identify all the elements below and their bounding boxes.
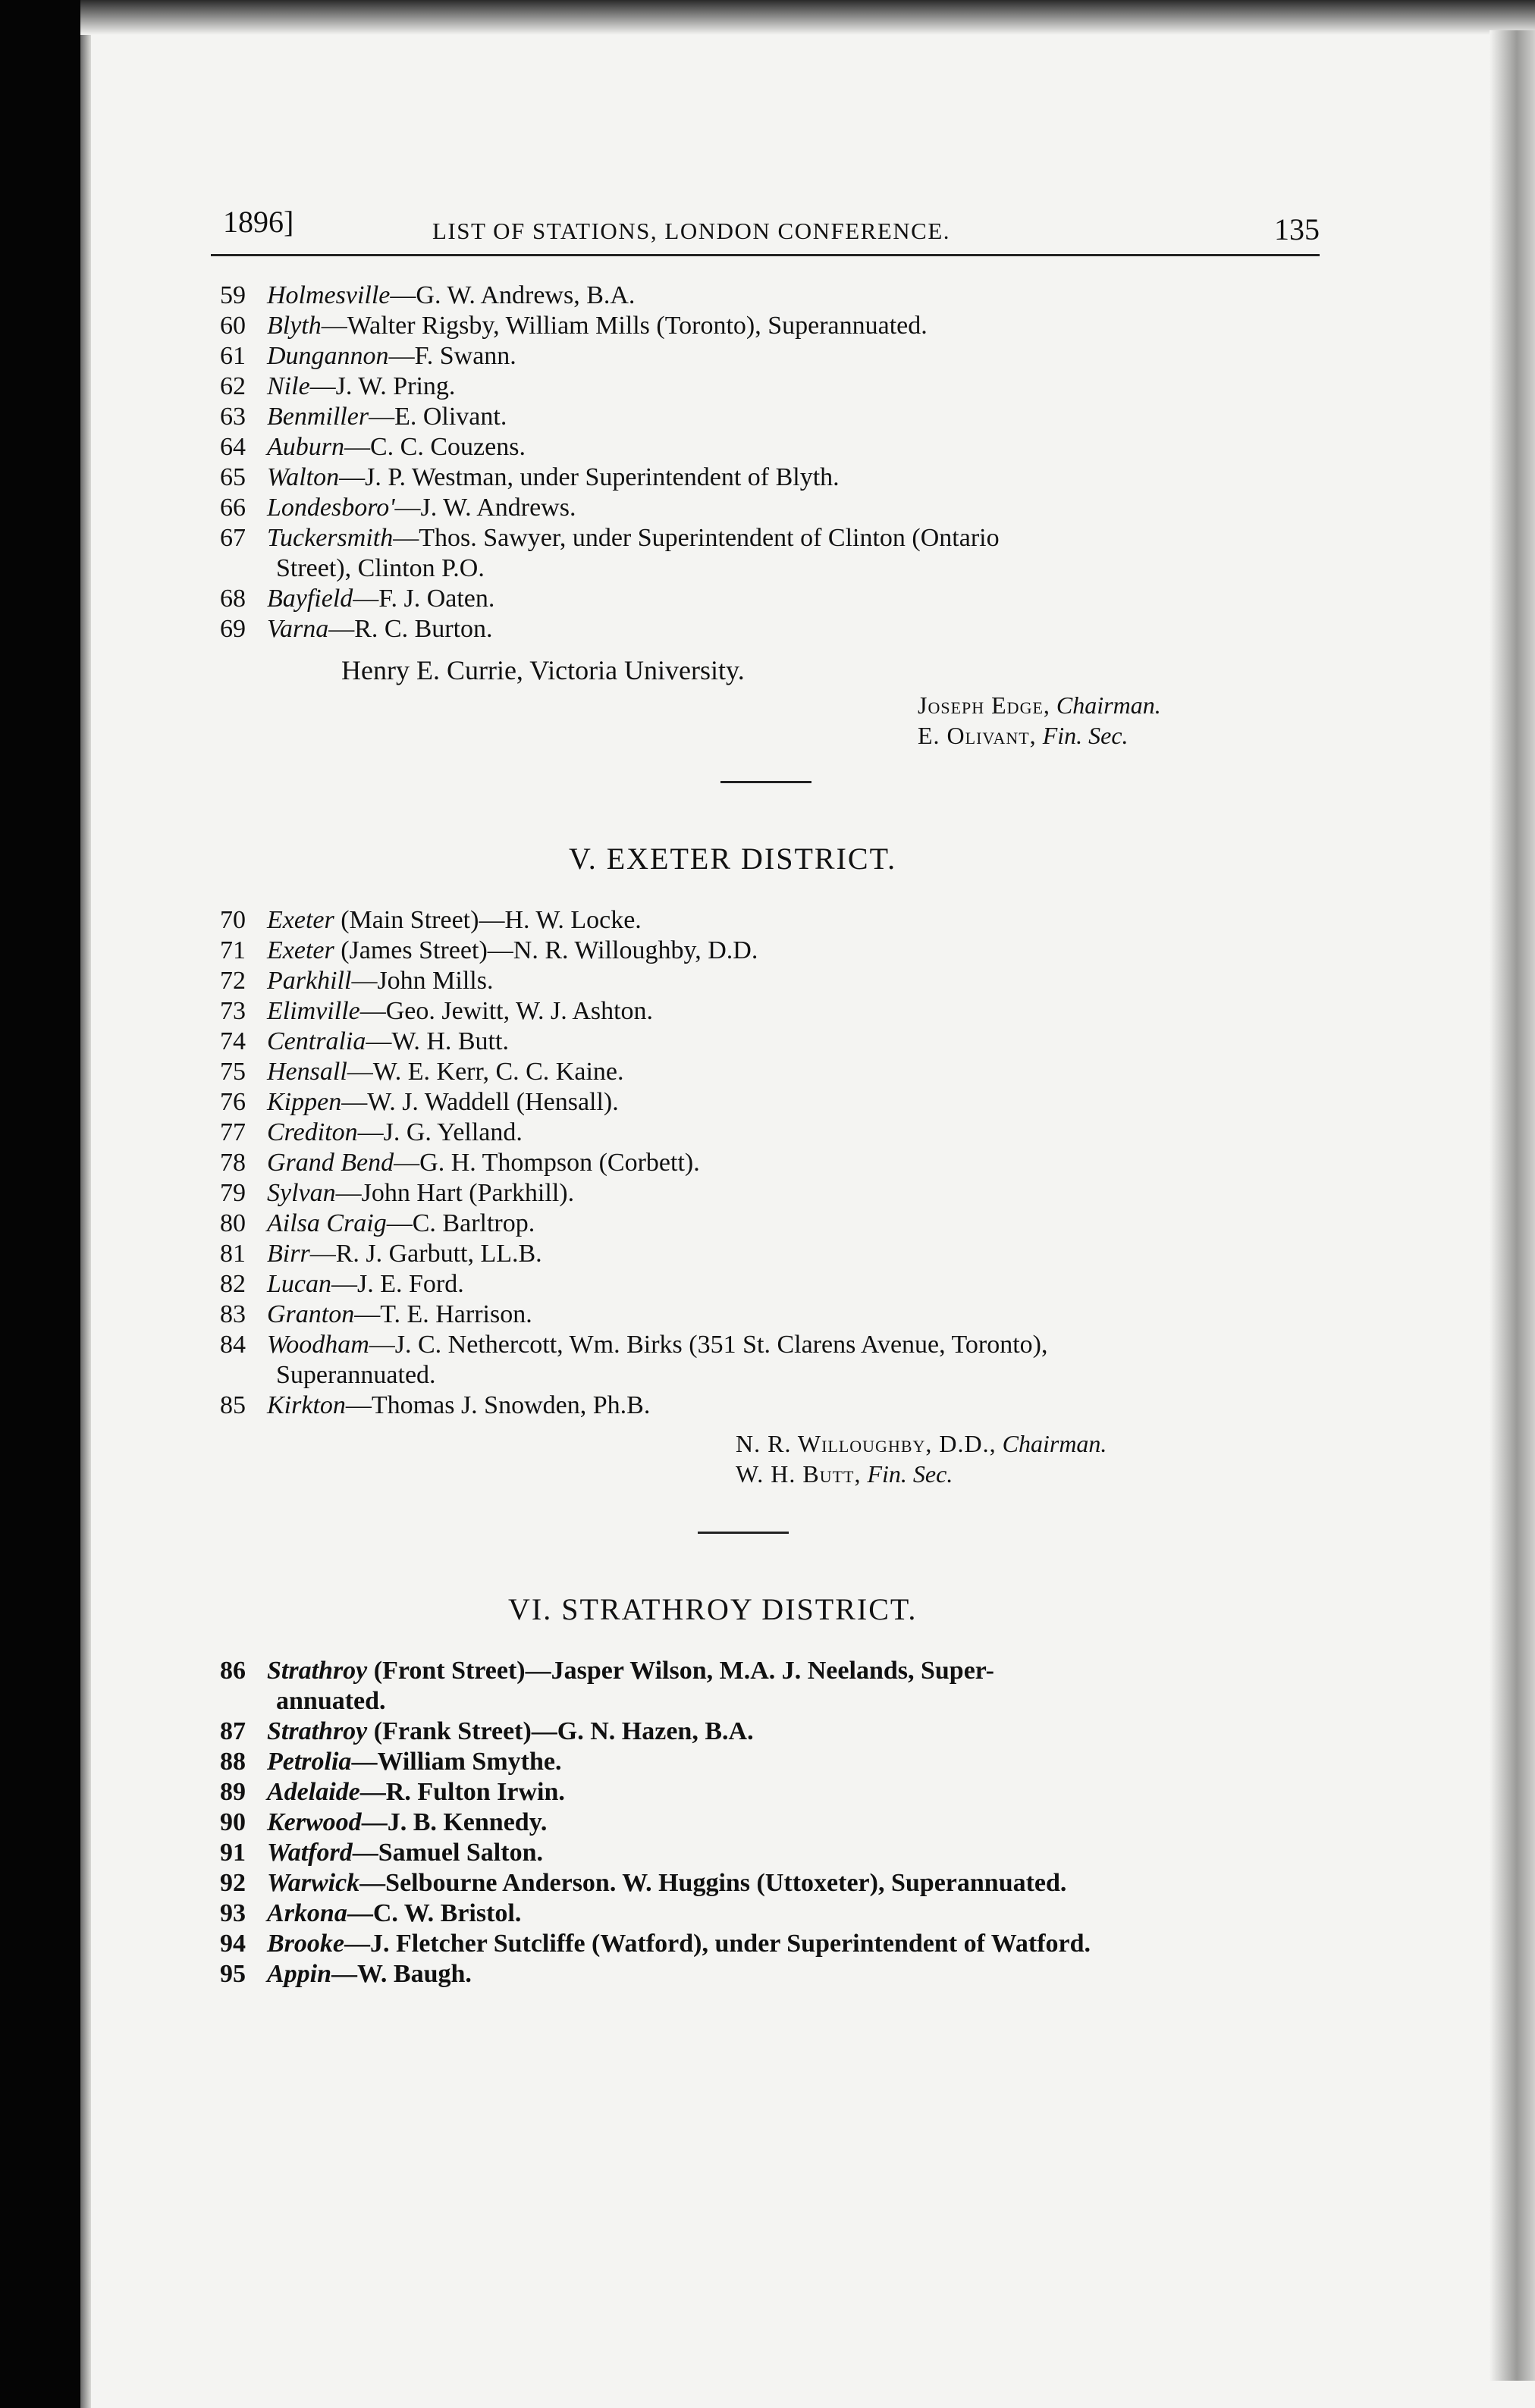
station-entry — [205, 584, 1320, 614]
station-place: Lucan — [267, 1270, 331, 1298]
station-ministers: J. W. Pring. — [335, 372, 456, 400]
entry-separator: — — [361, 1808, 388, 1836]
station-place: Blyth — [267, 312, 322, 340]
entry-separator — [367, 1717, 374, 1745]
entry-separator: — — [352, 1839, 378, 1867]
station-entry — [205, 281, 1320, 311]
station-entry — [205, 1959, 1320, 1989]
station-ministers: J. E. Ford. — [357, 1270, 464, 1298]
station-ministers: G. H. Thompson (Corbett). — [419, 1149, 700, 1177]
station-entry — [205, 1868, 1320, 1898]
entry-number: 83 — [220, 1300, 246, 1328]
entry-number: 65 — [220, 463, 246, 491]
station-entry — [205, 614, 1320, 644]
entry-separator: — — [366, 1027, 392, 1055]
entry-number: 95 — [220, 1960, 246, 1988]
page-top-shadow — [80, 0, 1535, 35]
station-entry — [205, 966, 1320, 996]
entry-number: 71 — [220, 936, 246, 964]
station-ministers: J. B. Kennedy. — [387, 1808, 548, 1836]
chairman-name: N. R. Willoughby, D.D., — [736, 1430, 997, 1457]
section-divider — [720, 781, 811, 783]
station-place: Hensall — [267, 1058, 347, 1086]
entry-separator: — — [347, 1058, 373, 1086]
chairman-role: Chairman. — [1056, 691, 1161, 719]
entry-separator: — — [390, 281, 416, 309]
section-5-entries — [205, 905, 1320, 1421]
entry-separator: — — [309, 1240, 336, 1268]
entry-number: 68 — [220, 585, 246, 613]
station-place: Sylvan — [267, 1179, 336, 1207]
entry-separator: — — [345, 1391, 372, 1419]
entry-separator — [367, 1657, 374, 1685]
header-title: LIST OF STATIONS, LONDON CONFERENCE. — [432, 218, 951, 244]
entry-separator: — — [359, 1869, 386, 1897]
station-place: Adelaide — [267, 1778, 360, 1806]
station-ministers: C. W. Bristol. — [372, 1899, 522, 1927]
station-entry — [205, 1209, 1320, 1239]
entry-separator: — — [354, 1300, 381, 1328]
entry-continuation: Street), Clinton P.O. — [276, 554, 485, 582]
station-entry — [205, 1027, 1320, 1057]
station-place: Parkhill — [267, 967, 352, 995]
entry-number: 88 — [220, 1748, 246, 1776]
entry-separator: — — [331, 1270, 357, 1298]
station-ministers: F. J. Oaten. — [378, 585, 495, 613]
entry-number: 92 — [220, 1869, 246, 1897]
station-entry — [205, 432, 1320, 462]
entry-number: 76 — [220, 1088, 246, 1116]
station-ministers: E. Olivant. — [394, 403, 507, 431]
station-entry — [205, 936, 1320, 966]
entry-number: 77 — [220, 1118, 246, 1146]
entry-number: 94 — [220, 1930, 246, 1958]
secretary-line — [736, 1459, 1320, 1489]
station-ministers: W. H. Butt. — [391, 1027, 509, 1055]
station-entry — [205, 523, 1320, 584]
station-ministers: W. E. Kerr, C. C. Kaine. — [372, 1058, 624, 1086]
station-entry — [205, 1087, 1320, 1118]
station-entry — [205, 1269, 1320, 1300]
station-ministers: C. C. Couzens. — [370, 433, 526, 461]
station-entry — [205, 1717, 1320, 1747]
section-5-signatures — [736, 1428, 1320, 1489]
entry-number: 82 — [220, 1270, 246, 1298]
entry-number: 75 — [220, 1058, 246, 1086]
station-place: Warwick — [267, 1869, 360, 1897]
station-entry — [205, 1300, 1320, 1330]
station-place: Bayfield — [267, 585, 353, 613]
station-ministers: (Frank Street)—G. N. Hazen, B.A. — [373, 1717, 754, 1745]
station-entry — [205, 311, 1320, 341]
section-4-signatures — [918, 690, 1320, 751]
station-place: Kirkton — [267, 1391, 346, 1419]
station-place: Nile — [267, 372, 310, 400]
entry-number: 81 — [220, 1240, 246, 1268]
entry-number: 86 — [220, 1657, 246, 1685]
entry-separator: — — [369, 1331, 395, 1359]
entry-separator: — — [386, 1209, 413, 1237]
entry-number: 85 — [220, 1391, 246, 1419]
station-place: Appin — [267, 1960, 332, 1988]
entry-number: 66 — [220, 494, 246, 522]
secretary-name: E. Olivant, — [918, 722, 1037, 749]
station-place: Granton — [267, 1300, 355, 1328]
station-ministers: Thos. Sawyer, under Superintendent of Clinton (Ontario — [419, 524, 1000, 552]
station-place: Elimville — [267, 997, 360, 1025]
entry-separator: — — [359, 1778, 386, 1806]
station-entry — [205, 1808, 1320, 1838]
entry-separator: — — [351, 967, 378, 995]
header-rule — [211, 254, 1320, 256]
entry-separator: — — [359, 997, 386, 1025]
station-ministers: R. C. Burton. — [354, 615, 493, 643]
entry-separator: — — [339, 463, 366, 491]
station-ministers: John Mills. — [377, 967, 494, 995]
station-entry — [205, 1656, 1320, 1717]
station-ministers: (Main Street)—H. W. Locke. — [341, 906, 642, 934]
station-place: Exeter — [267, 936, 334, 964]
station-entry — [205, 1391, 1320, 1421]
station-ministers: Samuel Salton. — [378, 1839, 543, 1867]
entry-separator: — — [309, 372, 336, 400]
page-number: 135 — [1274, 212, 1320, 246]
station-entry — [205, 1057, 1320, 1087]
entry-number: 78 — [220, 1149, 246, 1177]
station-place: Centralia — [267, 1027, 366, 1055]
entry-separator: — — [344, 1930, 370, 1958]
station-place: Walton — [267, 463, 340, 491]
station-ministers: J. C. Nethercott, Wm. Birks (351 St. Clarens Avenue, Toronto), — [394, 1331, 1048, 1359]
entry-separator: — — [394, 494, 421, 522]
station-place: Londesboro' — [267, 494, 395, 522]
station-ministers: R. J. Garbutt, LL.B. — [335, 1240, 542, 1268]
station-place: Watford — [267, 1839, 353, 1867]
entry-separator: — — [341, 1088, 368, 1116]
entry-number: 84 — [220, 1331, 246, 1359]
entry-continuation: Superannuated. — [276, 1361, 436, 1389]
station-place: Tuckersmith — [267, 524, 394, 552]
station-place: Kippen — [267, 1088, 342, 1116]
station-ministers: (Front Street)—Jasper Wilson, M.A. J. Neelands, Super- — [373, 1657, 994, 1685]
chairman-role: Chairman. — [1002, 1430, 1107, 1457]
station-ministers: G. W. Andrews, B.A. — [416, 281, 636, 309]
entry-separator: — — [393, 524, 419, 552]
station-entry — [205, 1898, 1320, 1929]
entry-separator: — — [321, 312, 347, 340]
station-entry — [205, 462, 1320, 493]
station-entry — [205, 1777, 1320, 1808]
section-divider — [698, 1532, 789, 1534]
section-4-entries — [205, 281, 1320, 644]
entry-number: 61 — [220, 342, 246, 370]
station-place: Benmiller — [267, 403, 369, 431]
book-binding-shadow — [0, 0, 80, 2408]
chairman-name: Joseph Edge, — [918, 691, 1050, 719]
entry-number: 73 — [220, 997, 246, 1025]
entry-continuation: annuated. — [276, 1687, 386, 1715]
station-ministers: (James Street)—N. R. Willoughby, D.D. — [341, 936, 758, 964]
entry-separator: — — [388, 342, 415, 370]
station-entry — [205, 905, 1320, 936]
station-ministers: C. Barltrop. — [412, 1209, 535, 1237]
station-place: Crediton — [267, 1118, 358, 1146]
entry-separator: — — [344, 433, 370, 461]
entry-separator — [334, 906, 341, 934]
entry-number: 90 — [220, 1808, 246, 1836]
station-ministers: T. E. Harrison. — [380, 1300, 532, 1328]
entry-separator — [334, 936, 341, 964]
header-year: 1896] — [223, 205, 294, 239]
station-place: Petrolia — [267, 1748, 352, 1776]
station-place: Holmesville — [267, 281, 391, 309]
station-ministers: William Smythe. — [377, 1748, 562, 1776]
document-page — [205, 201, 1320, 1989]
station-place: Woodham — [267, 1331, 369, 1359]
station-entry — [205, 1239, 1320, 1269]
station-entry — [205, 1838, 1320, 1868]
running-head — [205, 201, 1320, 254]
station-place: Auburn — [267, 433, 344, 461]
entry-separator: — — [353, 585, 379, 613]
station-place: Kerwood — [267, 1808, 362, 1836]
station-ministers: F. Swann. — [414, 342, 516, 370]
station-place: Varna — [267, 615, 329, 643]
station-entry — [205, 1330, 1320, 1391]
entry-number: 89 — [220, 1778, 246, 1806]
district-heading-exeter: V. EXETER DISTRICT. — [569, 842, 897, 876]
station-ministers: J. P. Westman, under Superintendent of Blyth. — [365, 463, 840, 491]
station-place: Dungannon — [267, 342, 389, 370]
secretary-role: Fin. Sec. — [1042, 722, 1128, 749]
station-ministers: Thomas J. Snowden, Ph.B. — [371, 1391, 651, 1419]
chairman-line — [918, 690, 1320, 720]
entry-number: 63 — [220, 403, 246, 431]
entry-separator: — — [394, 1149, 420, 1177]
station-entry — [205, 1148, 1320, 1178]
entry-number: 72 — [220, 967, 246, 995]
page-gutter — [80, 0, 91, 2408]
station-ministers: Selbourne Anderson. W. Huggins (Uttoxeter), Superannuated. — [385, 1869, 1067, 1897]
station-place: Arkona — [267, 1899, 347, 1927]
entry-separator: — — [335, 1179, 362, 1207]
entry-number: 93 — [220, 1899, 246, 1927]
station-ministers: Walter Rigsby, William Mills (Toronto), Superannuated. — [347, 312, 928, 340]
station-entry — [205, 1929, 1320, 1959]
section-6-entries — [205, 1656, 1320, 1989]
station-entry — [205, 341, 1320, 372]
station-ministers: John Hart (Parkhill). — [361, 1179, 575, 1207]
station-entry — [205, 372, 1320, 402]
entry-number: 69 — [220, 615, 246, 643]
station-ministers: W. J. Waddell (Hensall). — [367, 1088, 619, 1116]
district-heading-strathroy: VI. STRATHROY DISTRICT. — [508, 1592, 918, 1626]
station-ministers: Geo. Jewitt, W. J. Ashton. — [385, 997, 654, 1025]
station-entry — [205, 1747, 1320, 1777]
entry-separator: — — [331, 1960, 358, 1988]
station-entry — [205, 493, 1320, 523]
entry-separator: — — [357, 1118, 384, 1146]
secretary-line — [918, 720, 1320, 751]
entry-number: 59 — [220, 281, 246, 309]
station-ministers: W. Baugh. — [357, 1960, 472, 1988]
station-place: Grand Bend — [267, 1149, 394, 1177]
station-ministers: R. Fulton Irwin. — [385, 1778, 565, 1806]
station-entry — [205, 1178, 1320, 1209]
entry-separator: — — [369, 403, 395, 431]
entry-number: 62 — [220, 372, 246, 400]
chairman-line — [736, 1428, 1320, 1459]
entry-number: 87 — [220, 1717, 246, 1745]
station-entry — [205, 996, 1320, 1027]
station-place: Brooke — [267, 1930, 344, 1958]
station-place: Strathroy — [267, 1657, 368, 1685]
entry-separator: — — [328, 615, 355, 643]
entry-number: 64 — [220, 433, 246, 461]
entry-number: 60 — [220, 312, 246, 340]
station-ministers: J. W. Andrews. — [420, 494, 576, 522]
secretary-role: Fin. Sec. — [867, 1460, 953, 1488]
section-4-note: Henry E. Currie, Victoria University. — [341, 655, 745, 685]
station-entry — [205, 1118, 1320, 1148]
station-ministers: J. G. Yelland. — [383, 1118, 523, 1146]
station-entry — [205, 402, 1320, 432]
secretary-name: W. H. Butt, — [736, 1460, 862, 1488]
station-place: Exeter — [267, 906, 334, 934]
station-ministers: J. Fletcher Sutcliffe (Watford), under Superintendent of Watford. — [370, 1930, 1091, 1958]
entry-separator: — — [347, 1899, 373, 1927]
entry-number: 80 — [220, 1209, 246, 1237]
entry-number: 70 — [220, 906, 246, 934]
station-place: Birr — [267, 1240, 310, 1268]
station-place: Ailsa Craig — [267, 1209, 387, 1237]
page-right-edge — [1489, 30, 1535, 2381]
entry-number: 67 — [220, 524, 246, 552]
entry-number: 79 — [220, 1179, 246, 1207]
entry-separator: — — [351, 1748, 378, 1776]
entry-number: 74 — [220, 1027, 246, 1055]
station-place: Strathroy — [267, 1717, 368, 1745]
entry-number: 91 — [220, 1839, 246, 1867]
